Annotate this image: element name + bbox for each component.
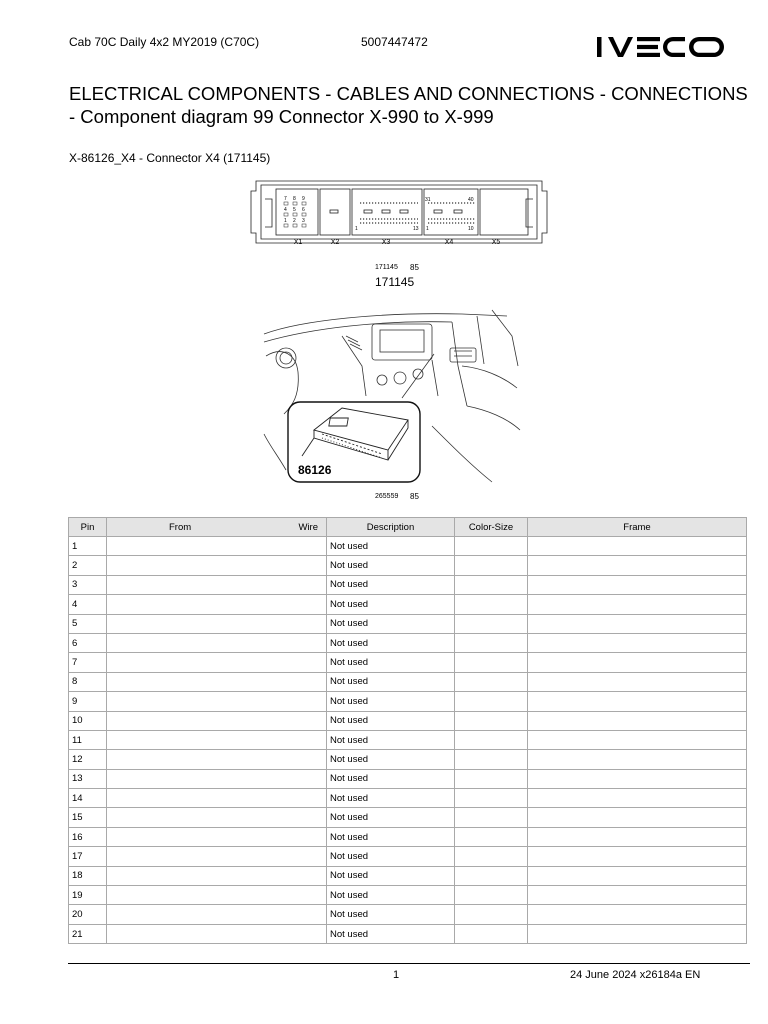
figure1-ref-code: 171145 [375,264,398,271]
pin-cell: 4 [69,595,107,614]
frame-cell [528,905,747,924]
pin-mark: 8 [293,196,296,202]
table-row [69,750,747,769]
pin-mark: 2 [293,218,296,224]
frame-cell [528,730,747,749]
table-row [69,847,747,866]
frame-cell [528,808,747,827]
column-header-color-size: Color-Size [455,518,528,537]
table-row [69,672,747,691]
pin-mark: 1 [426,226,429,232]
pin-mark: 7 [284,196,287,202]
description-cell: Not used [327,769,455,788]
pin-cell: 1 [69,537,107,556]
pin-cell: 21 [69,924,107,943]
table-row [69,595,747,614]
description-cell: Not used [327,672,455,691]
from-wire-cell [107,924,327,943]
from-wire-cell [107,905,327,924]
frame-cell [528,633,747,652]
brand-logo [596,36,726,63]
color-size-cell [455,789,528,808]
from-wire-cell [107,886,327,905]
description-cell: Not used [327,750,455,769]
from-wire-cell [107,575,327,594]
frame-cell [528,595,747,614]
figure2-ref-num: 85 [410,492,419,501]
table-row [69,692,747,711]
color-size-cell [455,730,528,749]
connector-label-x1: X1 [293,239,303,246]
footer-date-code: 24 June 2024 x26184a EN [570,969,701,981]
from-wire-cell [107,730,327,749]
from-wire-cell [107,633,327,652]
column-header-frame: Frame [528,518,747,537]
pin-mark: 1 [284,218,287,224]
color-size-cell [455,905,528,924]
table-row [69,537,747,556]
pin-cell: 6 [69,633,107,652]
from-wire-cell [107,653,327,672]
table-row [69,711,747,730]
frame-cell [528,556,747,575]
page-title: ELECTRICAL COMPONENTS - CABLES AND CONNECTIONS - CONNECTIONS - Component diagram 99 Connector X-990 to X-999 [69,83,748,127]
from-wire-cell [107,556,327,575]
from-wire-cell [107,808,327,827]
description-cell: Not used [327,886,455,905]
description-cell: Not used [327,633,455,652]
frame-cell [528,537,747,556]
description-cell: Not used [327,614,455,633]
color-size-cell [455,672,528,691]
color-size-cell [455,711,528,730]
connector-block-drawing [248,177,550,252]
column-header-from-wire [107,518,327,537]
table-row [69,769,747,788]
pin-cell: 19 [69,886,107,905]
frame-cell [528,614,747,633]
column-header-description: Description [327,518,455,537]
pin-cell: 17 [69,847,107,866]
description-cell: Not used [327,905,455,924]
from-wire-cell [107,711,327,730]
pin-mark: 10 [468,226,474,232]
pin-cell: 14 [69,789,107,808]
color-size-cell [455,556,528,575]
description-cell: Not used [327,653,455,672]
frame-cell [528,575,747,594]
color-size-cell [455,750,528,769]
table-row [69,905,747,924]
column-header-pin: Pin [69,518,107,537]
color-size-cell [455,866,528,885]
from-wire-cell [107,595,327,614]
pin-cell: 9 [69,692,107,711]
pin-cell: 2 [69,556,107,575]
footer-rule [68,963,750,964]
description-cell: Not used [327,847,455,866]
color-size-cell [455,633,528,652]
table-row [69,827,747,846]
pin-table-body [69,537,747,944]
header-doc-number: 5007447472 [361,35,428,49]
description-cell: Not used [327,789,455,808]
color-size-cell [455,575,528,594]
table-row [69,575,747,594]
table-row [69,730,747,749]
pin-table [68,517,747,944]
color-size-cell [455,537,528,556]
pin-cell: 18 [69,866,107,885]
page-number: 1 [393,969,400,981]
frame-cell [528,886,747,905]
pin-cell: 7 [69,653,107,672]
table-row [69,924,747,943]
from-wire-cell [107,769,327,788]
pin-cell: 20 [69,905,107,924]
frame-cell [528,866,747,885]
pin-cell: 8 [69,672,107,691]
color-size-cell [455,847,528,866]
dashboard-location-drawing [262,306,522,491]
frame-cell [528,711,747,730]
table-row [69,653,747,672]
pin-cell: 15 [69,808,107,827]
connector-label-x5: X5 [491,239,501,246]
connector-label-x2: X2 [330,239,340,246]
pin-mark: 40 [468,197,474,203]
pin-mark: 6 [302,207,305,213]
table-row [69,614,747,633]
table-row [69,886,747,905]
description-cell: Not used [327,808,455,827]
table-row [69,789,747,808]
connector-label-x4: X4 [444,239,454,246]
connector-label-x3: X3 [381,239,391,246]
frame-cell [528,847,747,866]
pin-cell: 12 [69,750,107,769]
from-wire-cell [107,847,327,866]
color-size-cell [455,924,528,943]
from-wire-cell [107,537,327,556]
table-row [69,866,747,885]
pin-mark: 5 [293,207,296,213]
pin-mark: 9 [302,196,305,202]
color-size-cell [455,827,528,846]
module-label: 86126 [298,463,332,477]
pin-cell: 10 [69,711,107,730]
pin-cell: 5 [69,614,107,633]
column-header-wire: Wire [298,521,318,533]
pin-cell: 11 [69,730,107,749]
frame-cell [528,769,747,788]
pin-mark: 4 [284,207,287,213]
from-wire-cell [107,750,327,769]
from-wire-cell [107,866,327,885]
description-cell: Not used [327,827,455,846]
figure1-caption: 171145 [375,275,415,289]
description-cell: Not used [327,556,455,575]
from-wire-cell [107,672,327,691]
description-cell: Not used [327,692,455,711]
description-cell: Not used [327,866,455,885]
description-cell: Not used [327,595,455,614]
description-cell: Not used [327,711,455,730]
frame-cell [528,692,747,711]
color-size-cell [455,808,528,827]
color-size-cell [455,692,528,711]
pin-mark: 31 [425,197,431,203]
frame-cell [528,827,747,846]
table-header-row [69,518,747,537]
description-cell: Not used [327,924,455,943]
pin-mark: 3 [302,218,305,224]
pin-cell: 16 [69,827,107,846]
connector-subtitle: X-86126_X4 - Connector X4 (171145) [69,151,271,165]
color-size-cell [455,653,528,672]
from-wire-cell [107,692,327,711]
table-row [69,808,747,827]
pin-mark: 1 [355,226,358,232]
figure2-ref-code: 265559 [375,493,399,500]
color-size-cell [455,769,528,788]
pin-cell: 13 [69,769,107,788]
from-wire-cell [107,827,327,846]
column-header-from: From [169,521,192,533]
table-row [69,633,747,652]
description-cell: Not used [327,730,455,749]
from-wire-cell [107,614,327,633]
color-size-cell [455,886,528,905]
color-size-cell [455,614,528,633]
color-size-cell [455,595,528,614]
pin-mark: 13 [413,226,419,232]
description-cell: Not used [327,537,455,556]
frame-cell [528,924,747,943]
from-wire-cell [107,789,327,808]
header-model: Cab 70C Daily 4x2 MY2019 (C70C) [69,35,260,49]
frame-cell [528,750,747,769]
frame-cell [528,672,747,691]
pin-cell: 3 [69,575,107,594]
description-cell: Not used [327,575,455,594]
frame-cell [528,789,747,808]
figure1-ref-num: 85 [410,263,419,272]
table-row [69,556,747,575]
frame-cell [528,653,747,672]
